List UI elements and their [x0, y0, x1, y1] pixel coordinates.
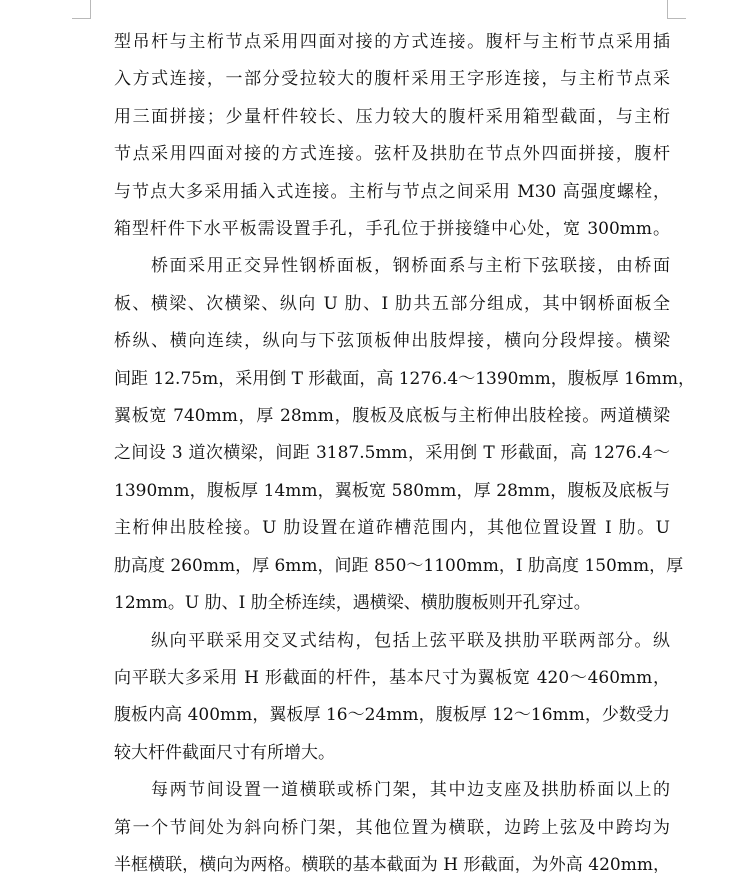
text-line: 节点采用四面对接的方式连接。弦杆及拱肋在节点外四面拼接，腹杆: [114, 144, 670, 165]
text-line: 板、横梁、次横梁、纵向 U 肋、I 肋共五部分组成，其中钢桥面板全: [114, 293, 670, 314]
text-line: 桥纵、横向连续，纵向与下弦顶板伸出肢焊接，横向分段焊接。横梁: [114, 331, 670, 352]
text-line: 肋高度 260mm，厚 6mm，间距 850～1100mm，I 肋高度 150mm，厚: [114, 555, 684, 576]
text-line: 较大杆件截面尺寸有所增大。: [114, 742, 335, 763]
text-line: 入方式连接，一部分受拉较大的腹杆采用王字形连接，与主桁节点采: [114, 69, 670, 90]
text-line: 主桁伸出肢栓接。U 肋设置在道砟槽范围内，其他位置设置 I 肋。U: [114, 518, 670, 539]
text-line: 腹板内高 400mm，翼板厚 16～24mm，腹板厚 12～16mm，少数受力: [114, 705, 670, 726]
crop-mark-top-left-horizontal: [72, 18, 91, 19]
text-line: 纵向平联采用交叉式结构，包括上弦平联及拱肋平联两部分。纵: [151, 630, 670, 651]
text-line: 半框横联，横向为两格。横联的基本截面为 H 形截面，为外高 420mm，: [114, 854, 670, 873]
text-line: 向平联大多采用 H 形截面的杆件，基本尺寸为翼板宽 420～460mm，: [114, 667, 670, 688]
crop-mark-top-right-horizontal: [667, 18, 686, 19]
text-line: 第一个节间处为斜向桥门架，其他位置为横联，边跨上弦及中跨均为: [114, 817, 670, 838]
paragraph: [114, 772, 670, 873]
text-line: 1390mm，腹板厚 14mm，翼板宽 580mm，厚 28mm，腹板及底板与: [114, 480, 670, 501]
paragraph: [114, 248, 696, 622]
text-line: 桥面采用正交异性钢桥面板，钢桥面系与主桁下弦联接，由桥面: [151, 256, 670, 277]
text-line: 用三面拼接；少量杆件较长、压力较大的腹杆采用箱型截面，与主桁: [114, 106, 670, 127]
crop-mark-top-right-vertical: [667, 0, 668, 18]
text-line: 与节点大多采用插入式连接。主桁与节点之间采用 M30 高强度螺栓，: [114, 181, 670, 202]
text-line: 之间设 3 道次横梁，间距 3187.5mm，采用倒 T 形截面，高 1276.4～: [114, 443, 670, 464]
text-line: 型吊杆与主桁节点采用四面对接的方式连接。腹杆与主桁节点采用插: [114, 32, 670, 52]
text-line: 翼板宽 740mm，厚 28mm，腹板及底板与主桁伸出肢栓接。两道横梁: [114, 406, 670, 427]
paragraph: [114, 623, 670, 773]
document-body-text: [114, 24, 696, 873]
paragraph: [114, 24, 670, 248]
text-line: 箱型杆件下水平板需设置手孔，手孔位于拼接缝中心处，宽 300mm。: [114, 219, 670, 240]
crop-mark-top-left-vertical: [90, 0, 91, 18]
text-line: 间距 12.75m，采用倒 T 形截面，高 1276.4～1390mm，腹板厚 16mm，: [114, 368, 696, 389]
text-line: 每两节间设置一道横联或桥门架，其中边支座及拱肋桥面以上的: [151, 780, 670, 801]
text-line: 12mm。U 肋、I 肋全桥连续，遇横梁、横肋腹板则开孔穿过。: [114, 593, 591, 614]
